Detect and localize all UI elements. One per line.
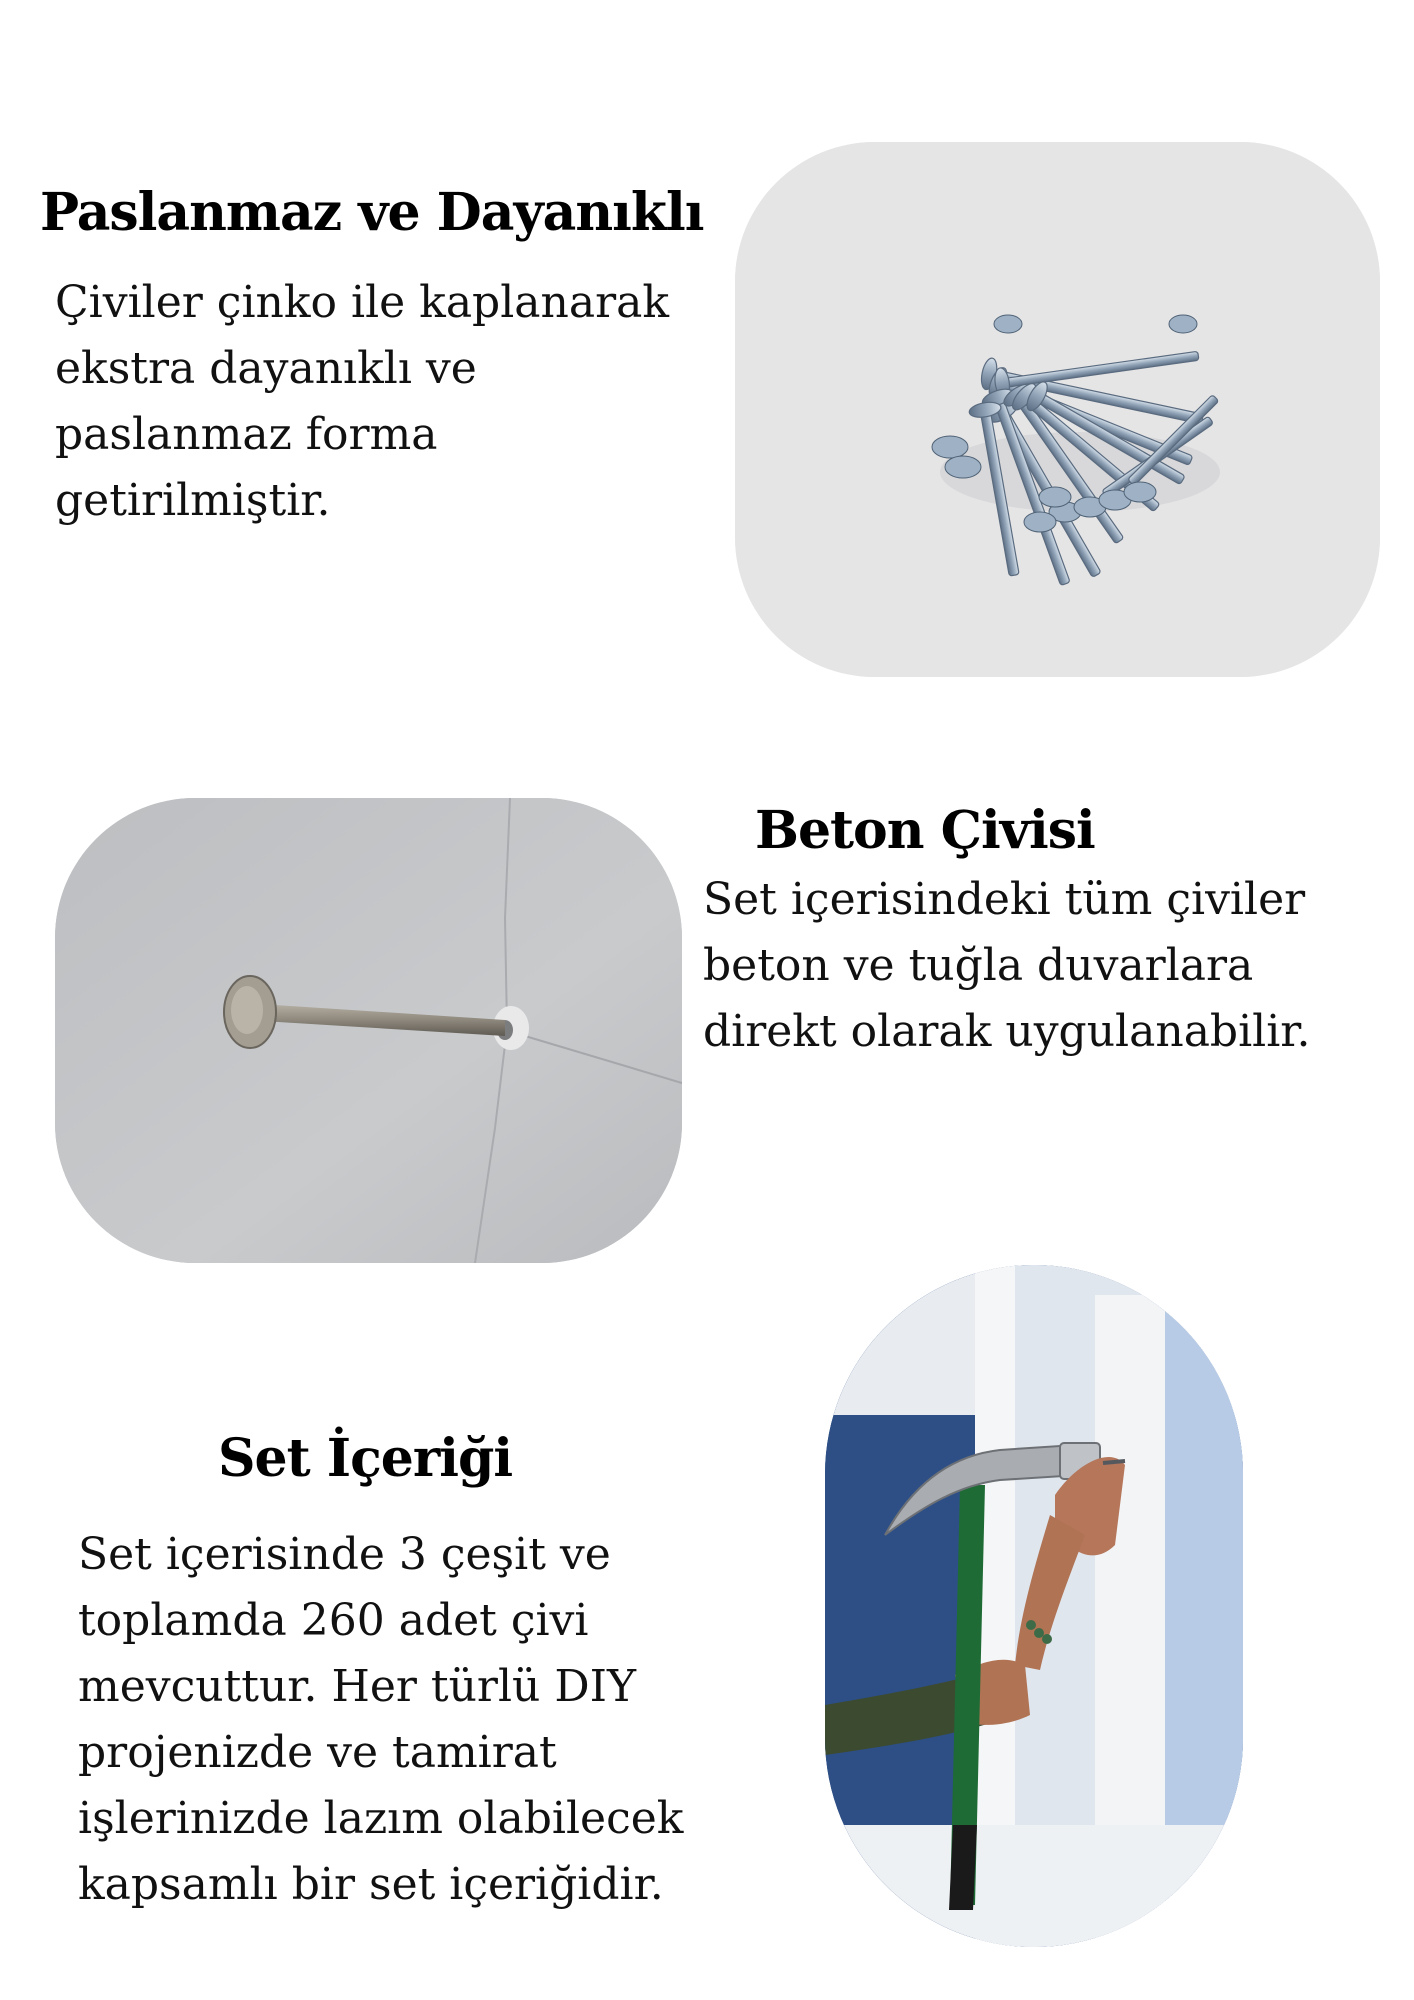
section-heading-rustproof: Paslanmaz ve Dayanıklı: [40, 182, 704, 243]
nail-in-wall-image: [55, 798, 682, 1263]
section-body-concrete-nail: Set içerisindeki tüm çiviler beton ve tuğla duvarlara direkt olarak uygulanabilir.: [703, 874, 1311, 1057]
nails-pile-image: [735, 142, 1380, 677]
hammering-nail-image: [825, 1265, 1243, 1947]
section-body-set-contents: Set içerisinde 3 çeşit ve toplamda 260 adet çivi mevcuttur. Her türlü DIY projenizde ve tamirat işlerinizde lazım olabilecek kapsamlı bir set içeriğidir.: [78, 1529, 684, 1910]
section-heading-set-contents: Set İçeriği: [218, 1428, 513, 1489]
section-body-rustproof: Çiviler çinko ile kaplanarak ekstra dayanıklı ve paslanmaz forma getirilmiştir.: [55, 277, 670, 526]
section-heading-concrete-nail: Beton Çivisi: [755, 800, 1095, 861]
